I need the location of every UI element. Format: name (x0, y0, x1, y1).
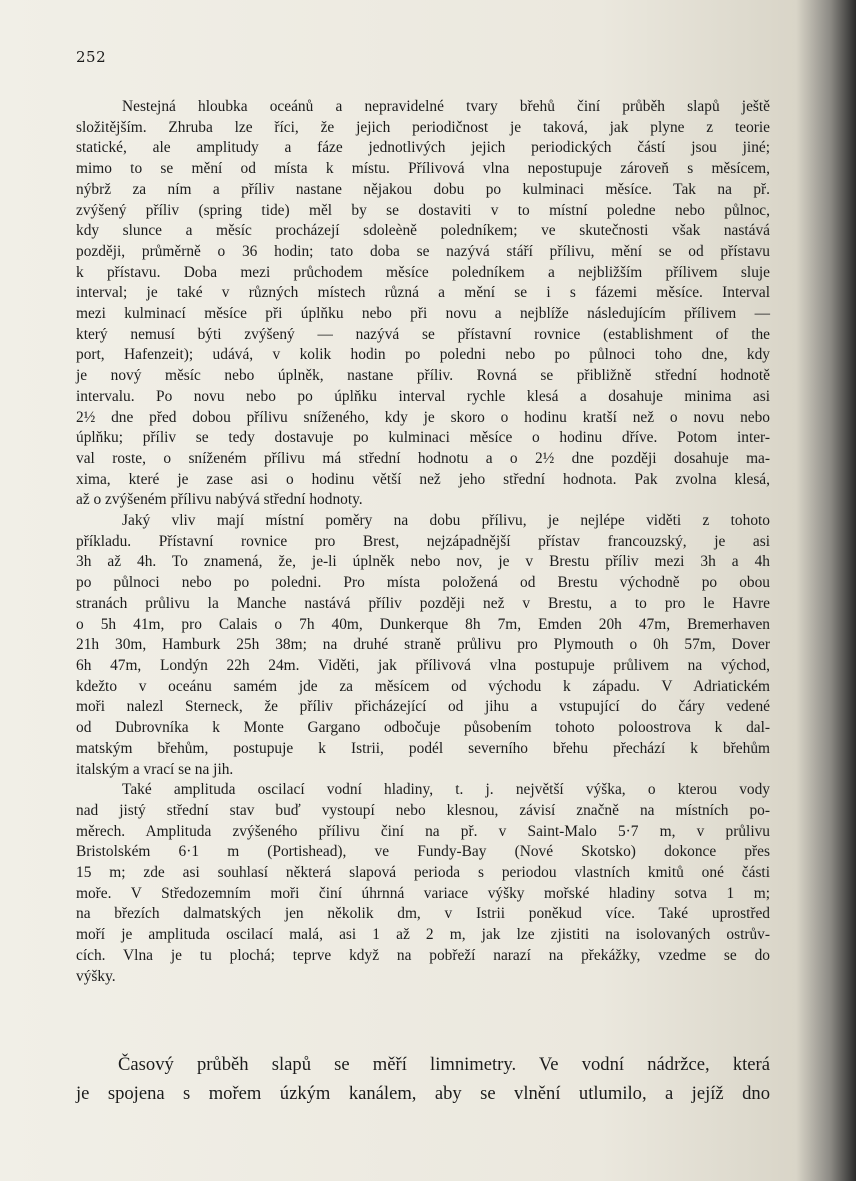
text-line: po půlnoci nebo po poledni. Pro místa položená od Brestu východně po obou (76, 574, 770, 592)
text-line: stranách průlivu la Manche nastává příliv později než v Brestu, a to pro le Havre (76, 594, 770, 612)
text-line: Bristolském 6·1 m (Portishead), ve Fundy-Bay (Nové Skotsko) dokonce přes (76, 843, 770, 861)
text-line: až o zvýšeném přílivu nabývá střední hodnoty. (76, 491, 363, 509)
text-line: k přístavu. Doba mezi průchodem měsíce poledníkem a nejbližším přílivem sluje (76, 263, 770, 281)
text-line: úplňku; příliv se tedy dostavuje po kulminaci měsíce o hodinu dříve. Potom inter- (76, 429, 770, 447)
text-line: Také amplituda oscilací vodní hladiny, t. j. největší výška, o kterou vody (122, 781, 770, 799)
text-line: moři nalezl Sterneck, že příliv přicházející od jihu a vstupující do čáry vedené (76, 698, 770, 716)
text-line: později, průměrně o 36 hodin; tato doba se nazývá stáří přílivu, mění se od přístavu (76, 242, 770, 260)
text-line: moří je amplituda oscilací malá, asi 1 až 2 m, jak lze zjistiti na isolovaných ostrův- (76, 926, 770, 944)
text-line: 15 m; zde asi souhlasí některá slapová perioda s periodou vlastních kmitů oné části (76, 864, 770, 882)
text-line: který nemusí býti zvýšený — nazývá se přístavní rovnice (establishment of the (76, 325, 770, 343)
text-line: interval; je také v různých místech různá a mění se i s fázemi měsíce. Interval (76, 284, 770, 302)
page-number: 252 (76, 48, 107, 66)
text-line: italským a vrací se na jih. (76, 760, 234, 778)
text-line: nad jistý střední stav buď vystoupí nebo klesnou, závisí značně na místních po- (76, 801, 770, 819)
text-line: 3h až 4h. To znamená, že, je-li úplněk nebo nov, je v Brestu příliv mezi 3h a 4h (76, 553, 770, 571)
text-line: kdežto v oceánu samém jde za měsícem od východu k západu. V Adriatickém (76, 677, 770, 695)
text-line: cích. Vlna je tu plochá; teprve když na pobřeží narazí na překážky, vzedme se do (76, 946, 770, 964)
text-line: zvýšený příliv (spring tide) měl by se dostaviti v to místní poledne nebo půlnoc, (76, 201, 770, 219)
text-line: je nový měsíc nebo úplněk, nastane příliv. Rovná se přibližně střední hodnotě (76, 367, 770, 385)
large-print-text (76, 1050, 770, 1108)
text-line: kdy slunce a měsíc procházejí sdoleèně poledníkem; ve skutečnosti však nastává (76, 222, 770, 240)
text-line: příkladu. Přístavní rovnice pro Brest, nejzápadnější přístav francouzský, je asi (76, 532, 770, 550)
large-text-line: Časový průběh slapů se měří limnimetry. Ve vodní nádržce, která (118, 1054, 770, 1075)
text-line: mezi kulminací měsíce při úplňku nebo při novu a nejblíže následujícím přílivem — (76, 305, 770, 323)
text-line: nýbrž za ním a příliv nastane nějakou dobu po kulminaci měsíce. Tak na př. (76, 180, 770, 198)
text-line: 2½ dne před dobou přílivu sníženého, kdy je skoro o hodinu kratší než o novu nebo (76, 408, 770, 426)
text-line: intervalu. Po novu nebo po úplňku interval rychle klesá a dosahuje minima asi (76, 387, 770, 405)
text-line: od Dubrovníka k Monte Gargano odbočuje působením tohoto poloostrova k dal- (76, 719, 770, 737)
text-line: složitějším. Zhruba lze říci, že jejich periodičnost je taková, jak plyne z teorie (76, 118, 770, 136)
text-line: výšky. (76, 967, 116, 985)
text-line: xima, které je zase asi o hodinu větší než jeho střední hodnota. Pak zvolna klesá, (76, 470, 770, 488)
body-text (76, 97, 770, 987)
text-line: statické, ale amplitudy a fáze jednotlivých jejich periodických částí jsou jiné; (76, 139, 770, 157)
text-line: 21h 30m, Hamburk 25h 38m; na druhé straně průlivu pro Plymouth o 0h 57m, Dover (76, 636, 770, 654)
text-line: port, Hafenzeit); udává, v kolik hodin po poledni nebo po půlnoci toho dne, kdy (76, 346, 770, 364)
text-line: 6h 47m, Londýn 22h 24m. Viděti, jak přílivová vlna postupuje průlivem na východ, (76, 656, 770, 674)
text-line: matským břehům, postupuje k Istrii, podél severního břehu přechází k břehům (76, 739, 770, 757)
text-line: na březích dalmatských jen několik dm, v Istrii poněkud více. Také uprostřed (76, 905, 770, 923)
text-line: Jaký vliv mají místní poměry na dobu přílivu, je nejlépe viděti z tohoto (122, 512, 770, 530)
text-line: měrech. Amplituda zvýšeného přílivu činí na př. v Saint-Malo 5·7 m, v průlivu (76, 822, 770, 840)
large-text-line: je spojena s mořem úzkým kanálem, aby se vlnění utlumilo, a jejíž dno (76, 1083, 770, 1104)
text-line: val roste, o sníženém přílivu má střední hodnotu a o 2½ dne později dosahuje ma- (76, 449, 770, 467)
text-line: o 5h 41m, pro Calais o 7h 40m, Dunkerque 8h 7m, Emden 20h 47m, Bremerhaven (76, 615, 770, 633)
text-line: moře. V Středozemním moři činí úhrnná variace výšky mořské hladiny sotva 1 m; (76, 884, 770, 902)
text-line: Nestejná hloubka oceánů a nepravidelné tvary břehů činí průběh slapů ještě (122, 98, 770, 115)
text-line: mimo to se mění od místa k místu. Přílivová vlna nepostupuje zároveň s měsícem, (76, 160, 770, 178)
